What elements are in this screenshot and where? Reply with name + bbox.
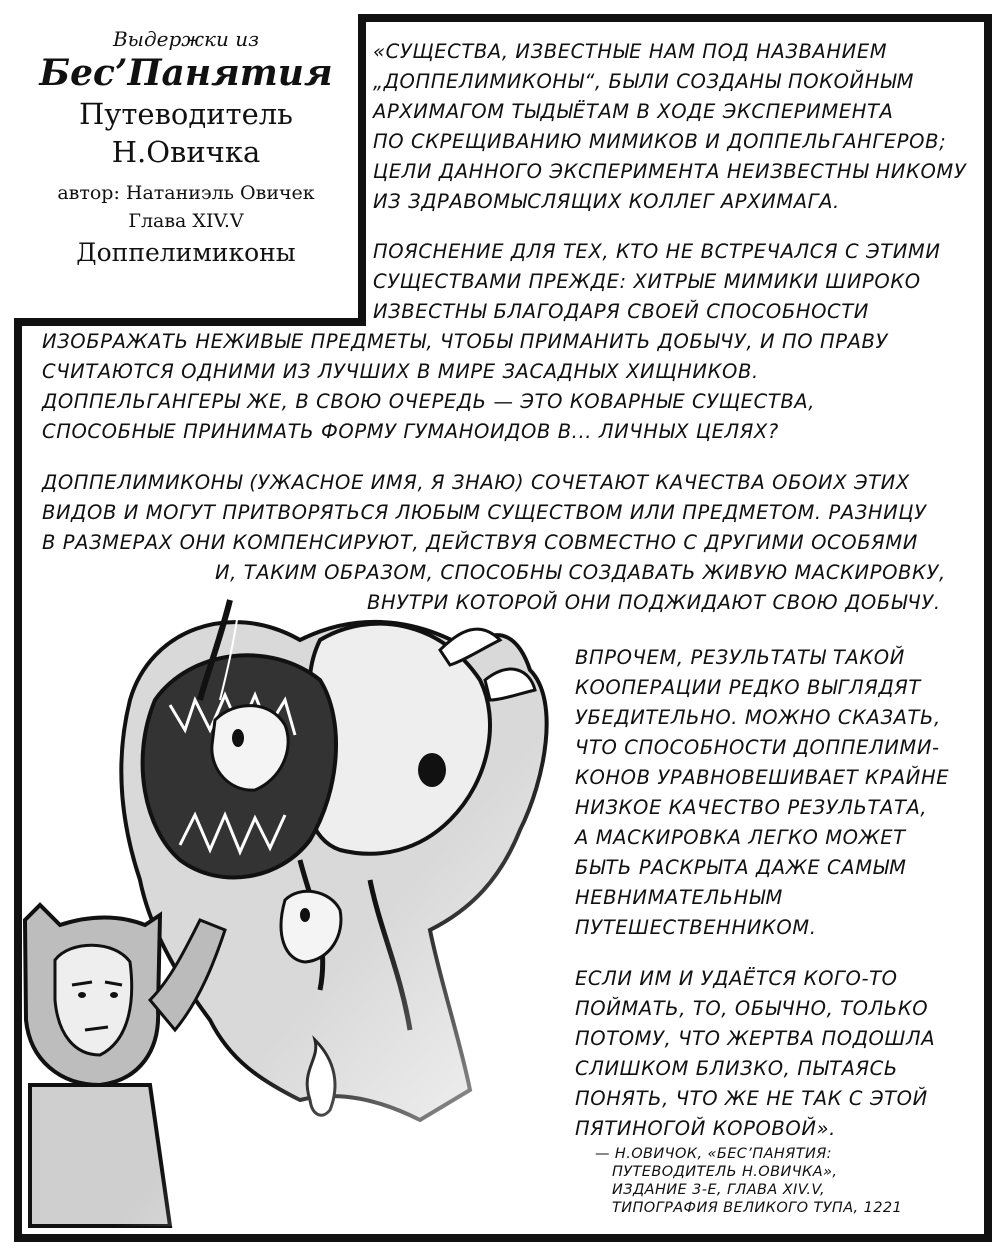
text-line: ПОТОМУ, ЧТО ЖЕРТВА ПОДОШЛА [575,1027,936,1050]
text-line: ПЯТИНОГОЙ КОРОВОЙ». [575,1117,836,1140]
text-line: „ДОППЕЛИМИКОНЫ“, БЫЛИ СОЗДАНЫ ПОКОЙНЫМ [373,70,914,93]
guide-label: Путеводитель [79,97,293,132]
text-line: «СУЩЕСТВА, ИЗВЕСТНЫЕ НАМ ПОД НАЗВАНИЕМ [373,40,888,63]
text-line: СУЩЕСТВАМИ ПРЕЖДЕ: ХИТРЫЕ МИМИКИ ШИРОКО [373,270,921,293]
text-line: ЦЕЛИ ДАННОГО ЭКСПЕРИМЕНТА НЕИЗВЕСТНЫ НИКОМУ [373,160,967,183]
text-line: ВИДОВ И МОГУТ ПРИТВОРЯТЬСЯ ЛЮБЫМ СУЩЕСТВОМ ИЛИ ПРЕДМЕТОМ. РАЗНИЦУ [42,501,927,524]
text-line: ЧТО СПОСОБНОСТИ ДОППЕЛИМИ- [575,736,940,759]
text-line: КОНОВ УРАВНОВЕШИВАЕТ КРАЙНЕ [575,766,950,789]
text-line: ДОППЕЛЬГАНГЕРЫ ЖЕ, В СВОЮ ОЧЕРЕДЬ — ЭТО КОВАРНЫЕ СУЩЕСТВА, [42,390,816,413]
signature-line: ИЗДАНИЕ 3-Е, ГЛАВА XIV.V, [612,1182,826,1198]
text-line: ПОЯСНЕНИЕ ДЛЯ ТЕХ, КТО НЕ ВСТРЕЧАЛСЯ С ЭТИМИ [373,240,941,263]
text-line: СПОСОБНЫЕ ПРИНИМАТЬ ФОРМУ ГУМАНОИДОВ В... ЛИЧНЫХ ЦЕЛЯХ? [42,420,779,443]
text-line: ПУТЕШЕСТВЕННИКОМ. [575,916,817,939]
text-line: ИЗОБРАЖАТЬ НЕЖИВЫЕ ПРЕДМЕТЫ, ЧТОБЫ ПРИМАНИТЬ ДОБЫЧУ, И ПО ПРАВУ [42,330,889,353]
author-line: автор: Натаниэль Овичек [57,182,315,205]
text-line: БЫТЬ РАСКРЫТА ДАЖЕ САМЫМ [575,856,907,879]
text-line: И, ТАКИМ ОБРАЗОМ, СПОСОБНЫ СОЗДАВАТЬ ЖИВУЮ МАСКИРОВКУ, [215,561,946,584]
book-title: Бес’Панятия [39,52,333,94]
text-line: НЕВНИМАТЕЛЬНЫМ [575,886,783,909]
text-line: ПО СКРЕЩИВАНИЮ МИМИКОВ И ДОППЕЛЬГАНГЕРОВ; [373,130,947,153]
text-line: В РАЗМЕРАХ ОНИ КОМПЕНСИРУЮТ, ДЕЙСТВУЯ СОВМЕСТНО С ДРУГИМИ ОСОБЯМИ [42,531,918,554]
excerpt-label: Выдержки из [112,27,259,51]
text-line: ЕСЛИ ИМ И УДАЁТСЯ КОГО-ТО [575,967,898,990]
text-line: А МАСКИРОВКА ЛЕГКО МОЖЕТ [575,826,906,849]
guide-author: Н.Овичка [111,134,261,169]
title-box [14,14,366,326]
chapter-number: Глава XIV.V [128,209,244,232]
text-line: КООПЕРАЦИИ РЕДКО ВЫГЛЯДЯТ [575,676,921,699]
text-line: ВПРОЧЕМ, РЕЗУЛЬТАТЫ ТАКОЙ [575,646,905,669]
text-line: ДОППЕЛИМИКОНЫ (УЖАСНОЕ ИМЯ, Я ЗНАЮ) СОЧЕТАЮТ КАЧЕСТВА ОБОИХ ЭТИХ [42,471,910,494]
chapter-title: Доппелимиконы [76,237,296,267]
text-line: СЧИТАЮТСЯ ОДНИМИ ИЗ ЛУЧШИХ В МИРЕ ЗАСАДНЫХ ХИЩНИКОВ. [42,360,759,383]
text-line: ПОЙМАТЬ, ТО, ОБЫЧНО, ТОЛЬКО [575,997,929,1020]
signature-line: ТИПОГРАФИЯ ВЕЛИКОГО ТУПА, 1221 [612,1200,903,1216]
signature-line: ПУТЕВОДИТЕЛЬ Н.ОВИЧКА», [612,1164,838,1180]
text-line: СЛИШКОМ БЛИЗКО, ПЫТАЯСЬ [575,1057,898,1080]
text-line: ИЗВЕСТНЫ БЛАГОДАРЯ СВОЕЙ СПОСОБНОСТИ [373,300,869,323]
text-line: ИЗ ЗДРАВОМЫСЛЯЩИХ КОЛЛЕГ АРХИМАГА. [373,190,840,213]
text-line: УБЕДИТЕЛЬНО. МОЖНО СКАЗАТЬ, [575,706,941,729]
text-line: ПОНЯТЬ, ЧТО ЖЕ НЕ ТАК С ЭТОЙ [575,1087,928,1110]
text-line: АРХИМАГОМ ТЫДЫЁТАМ В ХОДЕ ЭКСПЕРИМЕНТА [373,100,894,123]
text-line: ВНУТРИ КОТОРОЙ ОНИ ПОДЖИДАЮТ СВОЮ ДОБЫЧУ. [367,591,941,614]
text-line: НИЗКОЕ КАЧЕСТВО РЕЗУЛЬТАТА, [575,796,928,819]
signature-line: — Н.ОВИЧОК, «БЕС’ПАНЯТИЯ: [595,1146,832,1162]
